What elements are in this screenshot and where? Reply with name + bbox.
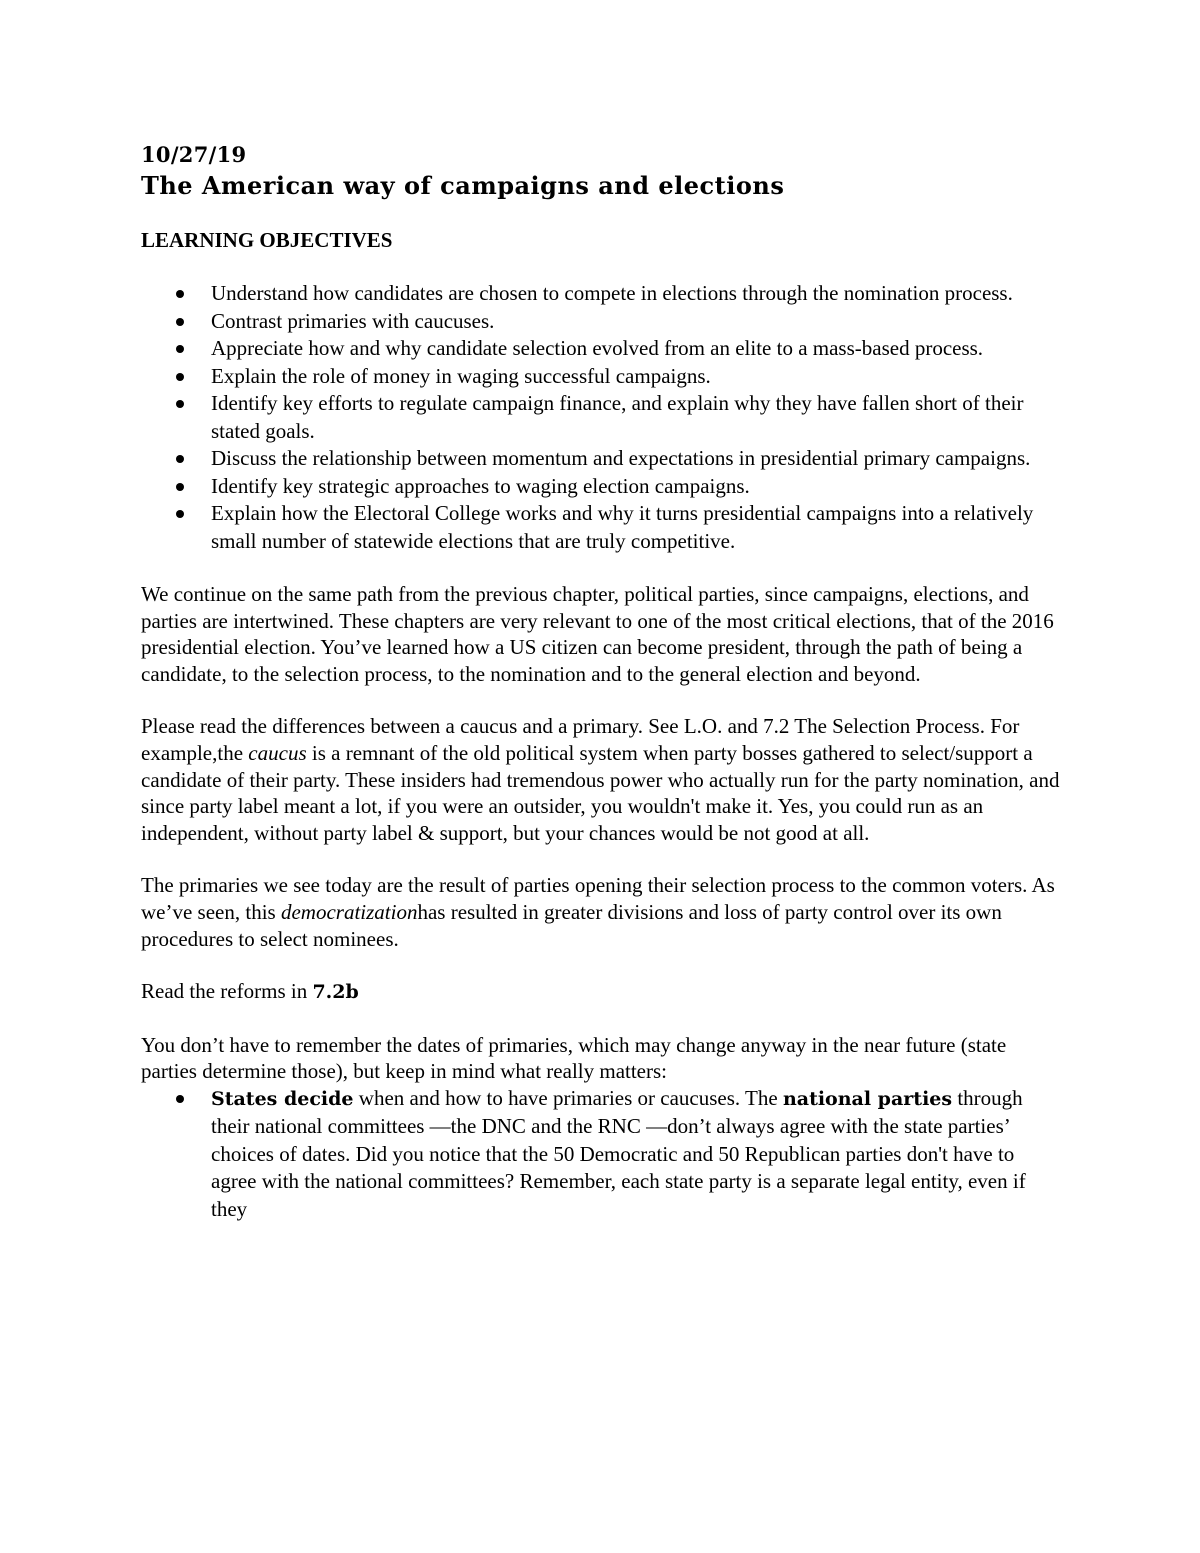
bullet-icon xyxy=(176,318,184,326)
key-points-list xyxy=(141,1085,1061,1224)
paragraph-primaries: The primaries we see today are the result of parties opening their selection process to the common voters. As we’ve seen, this democratizationhas resulted in greater divisions and loss of party control over its own procedures to select nominees. xyxy=(141,873,1055,951)
bullet-icon xyxy=(176,510,184,518)
list-item: Explain the role of money in waging successful campaigns. xyxy=(211,363,1061,391)
paragraph-caucus: Please read the differences between a caucus and a primary. See L.O. and 7.2 The Selection Process. For example,the caucus is a remnant of the old political system when party bosses gathered to select/support a candidate of their party. These insiders had tremendous power who actually run for the party nomination, and since party label meant a lot, if you were an outsider, you wouldn't make it. Yes, you could run as an independent, without party label & support, but your chances would be not good at all. xyxy=(141,714,1060,845)
paragraph-dates: You don’t have to remember the dates of primaries, which may change anyway in the near future (state parties determine those), but keep in mind what really matters: xyxy=(141,1032,1007,1084)
list-item: Appreciate how and why candidate selection evolved from an elite to a mass-based process. xyxy=(211,335,1061,363)
document-title: The American way of campaigns and elections xyxy=(141,171,785,200)
list-item: Identify key strategic approaches to waging election campaigns. xyxy=(211,473,1061,501)
list-item: States decide when and how to have primaries or caucuses. The national parties through their national committees —the DNC and the RNC —don’t always agree with the state parties’ choices of dates. Did you notice that the 50 Democratic and 50 Republican parties don't have to agree with the national committees? Remember, each state party is a separate legal entity, even if they xyxy=(211,1085,1061,1224)
list-item: Explain how the Electoral College works and why it turns presidential campaigns into a relatively small number of statewide elections that are truly competitive. xyxy=(211,500,1061,555)
paragraph-intro: We continue on the same path from the previous chapter, political parties, since campaigns, elections, and parties are intertwined. These chapters are very relevant to one of the most critical elections, that of the 2016 presidential election. You’ve learned how a US citizen can become president, through the path of being a candidate, to the selection process, to the nomination and to the general election and beyond. xyxy=(141,582,1054,686)
bullet-icon xyxy=(176,400,184,408)
list-item: Discuss the relationship between momentum and expectations in presidential primary campaigns. xyxy=(211,445,1061,473)
bullet-icon xyxy=(176,345,184,353)
list-item: Contrast primaries with caucuses. xyxy=(211,308,1061,336)
list-item: Understand how candidates are chosen to compete in elections through the nomination process. xyxy=(211,280,1061,308)
document-date: 10/27/19 xyxy=(141,142,247,167)
bullet-icon xyxy=(176,1095,184,1103)
bullet-icon xyxy=(176,483,184,491)
section-reference: 7.2b xyxy=(312,981,359,1004)
bullet-icon xyxy=(176,290,184,298)
democratization-term: democratization xyxy=(280,899,418,924)
caucus-term: caucus xyxy=(248,740,307,765)
paragraph-reforms: Read the reforms in 7.2b xyxy=(141,979,359,1004)
list-item: Identify key efforts to regulate campaign finance, and explain why they have fallen short of their stated goals. xyxy=(211,390,1061,445)
objectives-heading: LEARNING OBJECTIVES xyxy=(141,228,393,252)
bullet-icon xyxy=(176,373,184,381)
objectives-list xyxy=(141,280,1061,555)
document-page xyxy=(141,140,1061,1223)
bullet-icon xyxy=(176,455,184,463)
